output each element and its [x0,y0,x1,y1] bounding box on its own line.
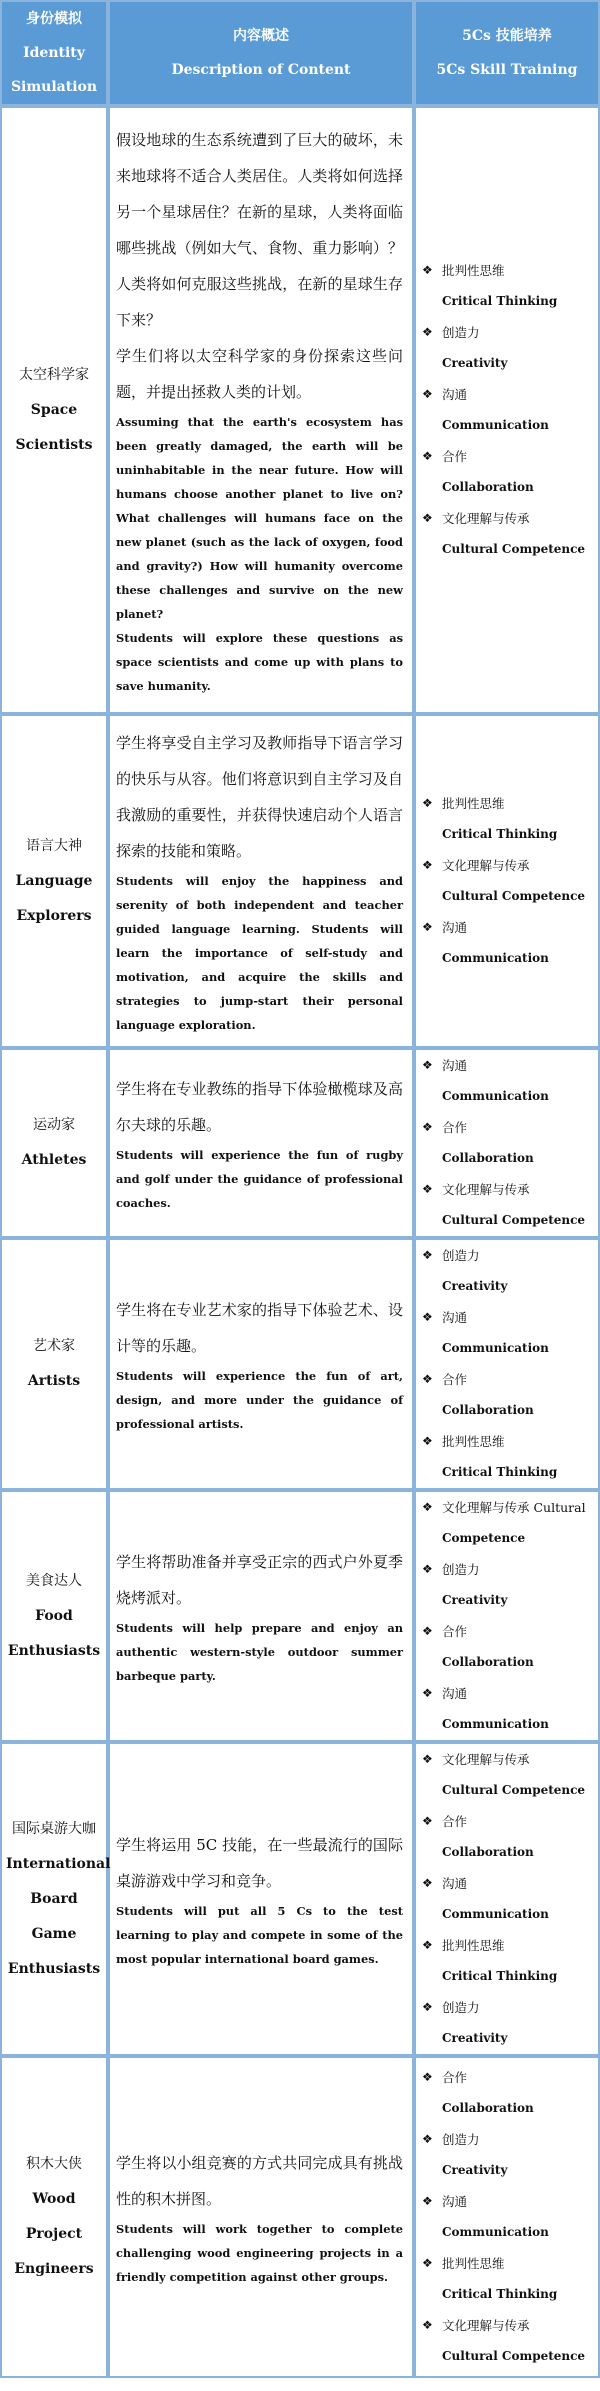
diamond-bullet-icon: ❖ [422,325,433,339]
skill-name-zh [422,912,594,943]
list-item [422,2248,594,2310]
identity-cell [0,106,108,714]
list-item [422,2310,594,2372]
skill-label-zh: 合作 [442,1814,468,1829]
header-skills-zh: 5Cs 技能培养 [462,28,552,44]
diamond-bullet-icon: ❖ [422,1686,433,1700]
list-item [422,1744,594,1806]
description-en: Students will put all 5 Cs to the test learning to play and compete in some of the most popular international board games. [116,1904,403,1966]
skills-cell [414,106,600,714]
skill-name-zh [422,503,594,534]
skill-name-zh [422,1364,594,1395]
diamond-bullet-icon: ❖ [422,920,433,934]
list-item [422,441,594,503]
skill-name-en: Communication [442,1907,549,1921]
diamond-bullet-icon: ❖ [422,2132,433,2146]
skill-label-zh: 合作 [442,1624,468,1639]
skill-label-zh: 批判性思维 [442,1434,505,1449]
skill-name-zh [422,850,594,881]
diamond-bullet-icon: ❖ [422,858,433,872]
list-item [422,1492,594,1554]
skill-list [422,1492,594,1740]
skill-name-zh [422,2186,594,2217]
skill-label-zh: 合作 [442,2070,468,2085]
skill-label-zh: 文化理解与传承 [442,511,530,526]
list-item [422,2186,594,2248]
diamond-bullet-icon: ❖ [422,2070,433,2084]
identity-name-zh: 国际桌游大咖 [12,1820,96,1837]
identity-name-zh: 积木大侠 [26,2156,82,2172]
skill-name-zh [422,2124,594,2155]
skill-name-en: Creativity [442,2031,508,2045]
diamond-bullet-icon: ❖ [422,1938,433,1952]
skill-label-zh: 创造力 [442,2132,480,2147]
skill-name-en: Communication [442,418,549,432]
skill-label-zh: 沟通 [442,1686,468,1701]
list-item [422,1240,594,1302]
skill-label-zh: 文化理解与传承 [442,1752,530,1767]
skill-label-zh: 批判性思维 [442,796,505,811]
description-zh: 学生将帮助准备并享受正宗的西式户外夏季烧烤派对。 [116,1553,403,1607]
skill-label-zh: 文化理解与传承 [442,858,530,873]
list-item [422,317,594,379]
list-item [422,850,594,912]
skill-name-en: Cultural Competence [442,1783,586,1797]
list-item [422,1302,594,1364]
identity-name-en: Explorers [16,907,92,924]
identity-cell [0,2056,108,2378]
skill-list [422,788,594,974]
skill-name-en: Creativity [442,2163,508,2177]
identity-name-en: Artists [27,1373,81,1389]
skill-name-zh [422,1806,594,1837]
description-cell [108,714,414,1048]
list-item [422,2062,594,2124]
list-item [422,255,594,317]
skill-name-zh [422,2062,594,2093]
skill-name-zh [422,1554,594,1585]
skill-name-en: Collaboration [442,480,534,494]
description-en: Assuming that the earth's ecosystem has been greatly damaged, the earth will be uninhabitable in the near future. How will humans choose another planet to live on? What challenges will humans face on the new planet (such as the lack of oxygen, food and gravity?) How will humanity overcome these challenges and survive on the new planet? [116,415,403,621]
skill-label-zh: 沟通 [442,920,468,935]
identity-name-en: Language [15,872,93,889]
identity-name-zh: 语言大神 [26,837,82,854]
description-cell [108,106,414,714]
skill-name-en: Competence [442,1531,526,1545]
description-zh: 学生将以小组竞赛的方式共同完成具有挑战性的积木拼图。 [116,2154,403,2208]
skill-label-zh: 沟通 [442,387,468,402]
diamond-bullet-icon: ❖ [422,796,433,810]
table-row [0,1048,600,1238]
skill-name-zh [422,1868,594,1899]
list-item [422,1616,594,1678]
skill-name-en: Critical Thinking [442,1465,558,1479]
identity-name-en: Athletes [21,1152,87,1168]
diamond-bullet-icon: ❖ [422,1058,433,1072]
identity-cell [0,714,108,1048]
skill-name-en: Critical Thinking [442,294,558,308]
skill-label-zh: 创造力 [442,1248,480,1263]
description-en: Students will experience the fun of art, design, and more under the guidance of professional artists. [116,1369,403,1431]
list-item [422,912,594,974]
identity-cell [0,1742,111,2056]
skill-list [422,255,594,565]
list-item [422,1554,594,1616]
skill-label-zh: 沟通 [442,2194,468,2209]
skill-name-en: Cultural Competence [442,2349,586,2363]
skill-name-zh [422,1240,594,1271]
description-zh: 学生们将以太空科学家的身份探索这些问题，并提出拯救人类的计划。 [116,347,403,401]
skill-name-en: Cultural Competence [442,542,586,556]
skills-cell [414,1048,600,1238]
skill-label-zh: 文化理解与传承 [442,1182,530,1197]
list-item [422,788,594,850]
list-item [422,1930,594,1992]
diamond-bullet-icon: ❖ [422,1120,433,1134]
diamond-bullet-icon: ❖ [422,2318,433,2332]
diamond-bullet-icon: ❖ [422,449,433,463]
diamond-bullet-icon: ❖ [422,1182,433,1196]
list-item [422,1112,594,1174]
skill-list [422,1050,594,1236]
identity-cell [0,1490,108,1742]
identity-name-zh: 美食达人 [26,1572,82,1589]
diamond-bullet-icon: ❖ [422,2194,433,2208]
header-row [0,0,600,106]
skill-name-en: Cultural Competence [442,1213,586,1227]
table-row [0,1490,600,1742]
header-description-zh: 内容概述 [233,28,289,44]
skill-label-zh: 合作 [442,1372,468,1387]
description-en: Students will work together to complete challenging wood engineering projects in a friendly competition against other groups. [116,2222,403,2284]
identity-name-zh: 太空科学家 [19,366,89,383]
skill-label-zh: 创造力 [442,2000,480,2015]
skill-name-en: Creativity [442,356,508,370]
identity-name-en: Food [35,1607,73,1624]
skill-name-en: Communication [442,2225,549,2239]
skill-label-zh: 沟通 [442,1058,468,1073]
skill-name-zh [422,255,594,286]
list-item [422,379,594,441]
skill-name-en: Communication [442,1089,549,1103]
skill-name-zh [422,1744,594,1775]
skill-name-en: Critical Thinking [442,2287,558,2301]
skill-label-zh: 创造力 [442,1562,480,1577]
skill-list [422,2062,594,2372]
diamond-bullet-icon: ❖ [422,1248,433,1262]
skill-name-en: Collaboration [442,1655,534,1669]
skill-name-zh [422,1616,594,1647]
diamond-bullet-icon: ❖ [422,1814,433,1828]
skill-name-en: Communication [442,951,549,965]
header-skills [414,0,600,106]
skill-name-en: Communication [442,1717,549,1731]
list-item [422,1806,594,1868]
skill-name-zh [422,1992,594,2023]
description-en: Students will help prepare and enjoy an authentic western-style outdoor summer barbeque party. [116,1621,403,1683]
skill-name-zh [422,2248,594,2279]
skills-cell [414,1238,600,1490]
skill-label-zh: 文化理解与传承 Cultural [442,1500,586,1515]
header-description-en: Description of Content [171,62,351,78]
description-en: Students will explore these questions as space scientists and come up with plans to save humanity. [116,631,403,693]
header-description [108,0,414,106]
identity-name-en: Enthusiasts [7,1960,101,1977]
diamond-bullet-icon: ❖ [422,1500,433,1514]
diamond-bullet-icon: ❖ [422,387,433,401]
description-cell [108,1742,414,2056]
header-skills-en: 5Cs Skill Training [436,62,578,78]
list-item [422,1426,594,1488]
skill-label-zh: 批判性思维 [442,1938,505,1953]
skill-name-en: Collaboration [442,1403,534,1417]
diamond-bullet-icon: ❖ [422,1310,433,1324]
skill-name-zh [422,2310,594,2341]
skill-name-en: Critical Thinking [442,1969,558,1983]
skill-label-zh: 合作 [442,449,468,464]
description-zh: 学生将在专业教练的指导下体验橄榄球及高尔夫球的乐趣。 [116,1080,403,1134]
diamond-bullet-icon: ❖ [422,511,433,525]
table-row [0,2056,600,2378]
skill-label-zh: 创造力 [442,325,480,340]
list-item [422,1174,594,1236]
skill-name-en: Collaboration [442,1151,534,1165]
diamond-bullet-icon: ❖ [422,2000,433,2014]
diamond-bullet-icon: ❖ [422,1372,433,1386]
skill-name-zh [422,1678,594,1709]
description-cell [108,1238,414,1490]
skill-name-zh [422,317,594,348]
table-row [0,1238,600,1490]
description-zh: 学生将享受自主学习及教师指导下语言学习的快乐与从容。他们将意识到自主学习及自我激励的重要性，并获得快速启动个人语言探索的技能和策略。 [116,734,403,860]
skill-name-zh [422,441,594,472]
skill-name-en: Creativity [442,1279,508,1293]
skill-label-zh: 批判性思维 [442,263,505,278]
skills-cell [414,714,600,1048]
diamond-bullet-icon: ❖ [422,2256,433,2270]
skills-cell [414,1742,600,2056]
list-item [422,1364,594,1426]
identity-name-en: Wood Project [25,2191,83,2242]
identity-name-en: International [6,1855,111,1872]
description-cell [108,1048,414,1238]
skill-label-zh: 文化理解与传承 [442,2318,530,2333]
skill-name-zh [422,1050,594,1081]
skill-name-en: Cultural Competence [442,889,586,903]
description-zh: 学生将在专业艺术家的指导下体验艺术、设计等的乐趣。 [116,1301,403,1355]
identity-name-zh: 艺术家 [33,1338,75,1354]
header-identity-zh: 身份模拟 [26,11,82,27]
diamond-bullet-icon: ❖ [422,1562,433,1576]
skill-name-en: Communication [442,1341,549,1355]
description-en: Students will experience the fun of rugby and golf under the guidance of professional coaches. [116,1148,403,1210]
skill-name-zh [422,1174,594,1205]
skill-name-en: Collaboration [442,1845,534,1859]
diamond-bullet-icon: ❖ [422,1434,433,1448]
identity-cell [0,1048,108,1238]
identity-name-en: Enthusiasts [7,1642,101,1659]
skill-label-zh: 沟通 [442,1310,468,1325]
skill-name-zh [422,1426,594,1457]
description-en: Students will enjoy the happiness and serenity of both independent and teacher guided language learning. Students will learn the importance of self-study and motivation, and acquire the skills and strategies to jump-start their personal language exploration. [116,874,403,1032]
list-item [422,1678,594,1740]
skill-name-en: Creativity [442,1593,508,1607]
skill-name-zh [422,1492,594,1523]
skill-name-zh [422,1302,594,1333]
identity-name-zh: 运动家 [33,1117,75,1133]
table-row [0,1742,600,2056]
list-item [422,1992,594,2054]
skill-name-zh [422,1112,594,1143]
skills-cell [414,1490,600,1742]
skill-label-zh: 合作 [442,1120,468,1135]
diamond-bullet-icon: ❖ [422,1624,433,1638]
skill-list [422,1744,594,2054]
identity-name-en: Engineers [14,2261,94,2277]
skill-name-zh [422,1930,594,1961]
description-zh: 学生将运用 5C 技能，在一些最流行的国际桌游游戏中学习和竞争。 [116,1836,403,1890]
header-identity [0,0,108,106]
list-item [422,503,594,565]
list-item [422,2124,594,2186]
table-row [0,714,600,1048]
diamond-bullet-icon: ❖ [422,263,433,277]
skill-label-zh: 批判性思维 [442,2256,505,2271]
header-identity-en-2: Simulation [10,79,98,95]
description-cell [108,2056,414,2378]
list-item [422,1868,594,1930]
identity-name-en: Board Game [30,1890,78,1942]
identity-name-en: Scientists [15,436,93,453]
table-row [0,106,600,714]
description-cell [108,1490,414,1742]
description-zh: 假设地球的生态系统遭到了巨大的破坏，未来地球将不适合人类居住。人类将如何选择另一个星球居住？在新的星球，人类将面临哪些挑战（例如大气、食物、重力影响）？人类将如何克服这些挑战，在新的星球生存下来？ [116,131,403,329]
skill-name-zh [422,379,594,410]
list-item [422,1050,594,1112]
skill-label-zh: 沟通 [442,1876,468,1891]
skill-name-en: Critical Thinking [442,827,558,841]
identity-cell [0,1238,108,1490]
diamond-bullet-icon: ❖ [422,1876,433,1890]
identity-name-en: Space [30,401,78,418]
skill-name-zh [422,788,594,819]
skill-name-en: Collaboration [442,2101,534,2115]
skills-cell [414,2056,600,2378]
diamond-bullet-icon: ❖ [422,1752,433,1766]
skill-list [422,1240,594,1488]
header-identity-en-1: Identity [23,45,85,61]
